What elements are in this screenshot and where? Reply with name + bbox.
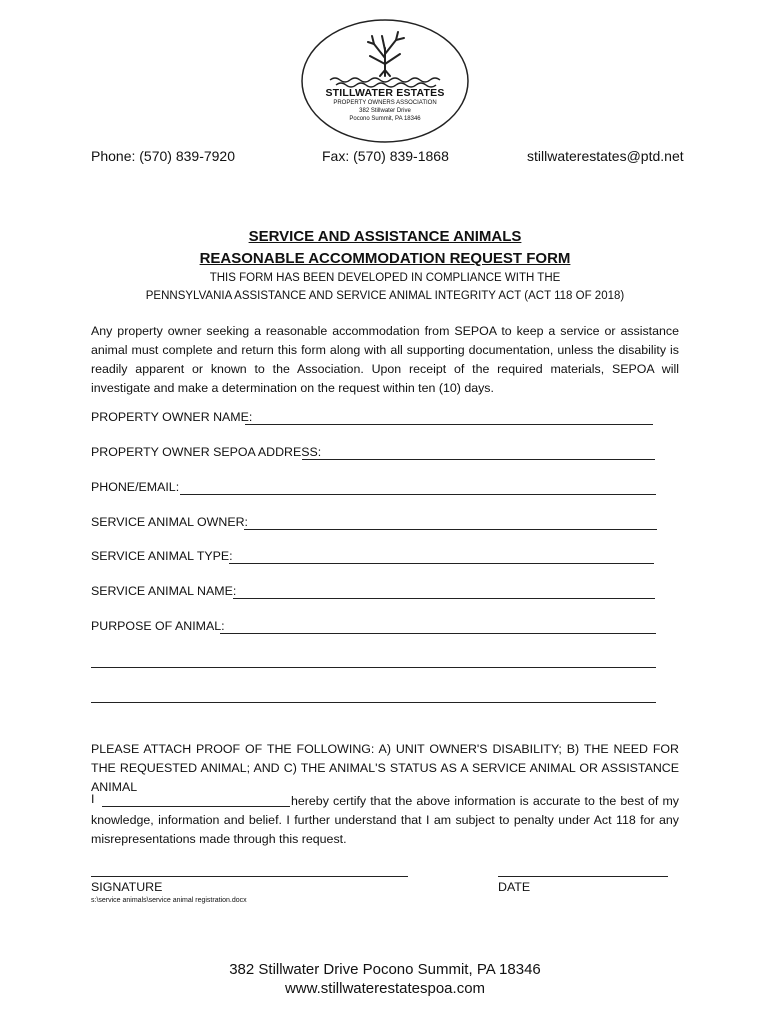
purpose-field-line3[interactable] <box>91 702 656 703</box>
logo-org: PROPERTY OWNERS ASSOCIATION <box>333 100 437 106</box>
purpose-label: PURPOSE OF ANIMAL: <box>91 619 225 633</box>
animal-type-label: SERVICE ANIMAL TYPE: <box>91 549 233 563</box>
date-label: DATE <box>498 880 531 894</box>
purpose-field-line2[interactable] <box>91 667 656 668</box>
association-logo <box>300 18 470 144</box>
form-title-line2: REASONABLE ACCOMMODATION REQUEST FORM <box>199 250 571 267</box>
compliance-line2: PENNSYLVANIA ASSISTANCE AND SERVICE ANIMAL INTEGRITY ACT (ACT 118 OF 2018) <box>145 290 625 302</box>
date-field[interactable] <box>498 876 668 877</box>
animal-name-label: SERVICE ANIMAL NAME: <box>91 584 237 598</box>
compliance-line1: THIS FORM HAS BEEN DEVELOPED IN COMPLIANCE WITH THE <box>209 272 561 284</box>
contact-phone: Phone: (570) 839-7920 <box>91 148 235 164</box>
owner-address-field[interactable] <box>302 459 655 460</box>
contact-email[interactable]: stillwaterestates@ptd.net <box>527 148 684 164</box>
logo-title: STILLWATER ESTATES <box>325 87 445 99</box>
tree-icon <box>368 32 404 76</box>
owner-name-field[interactable] <box>245 424 653 425</box>
phone-email-label: PHONE/EMAIL: <box>91 480 180 494</box>
logo-city: Pocono Summit, PA 18346 <box>349 116 421 122</box>
attach-proof-note: PLEASE ATTACH PROOF OF THE FOLLOWING: A) UNIT OWNER'S DISABILITY; B) THE NEED FOR THE REQUESTED ANIMAL; AND C) THE ANIMAL'S STATUS AS A SERVICE ANIMAL OR ASSISTANCE ANIMAL <box>91 742 679 794</box>
footer-address: 382 Stillwater Drive Pocono Summit, PA 18346 <box>229 961 541 978</box>
signature-label: SIGNATURE <box>91 880 163 894</box>
intro-paragraph: Any property owner seeking a reasonable accommodation from SEPOA to keep a service or assistance animal must complete and return this form along with all supporting documentation, unless the disability is readily apparent or known to the Association. Upon receipt of the required materials, SEPOA will investigate and make a determination on the request within ten (10) days. <box>91 324 679 395</box>
animal-type-field[interactable] <box>229 563 654 564</box>
logo-street: 382 Stillwater Drive <box>359 108 411 114</box>
phone-email-field[interactable] <box>180 494 656 495</box>
contact-fax: Fax: (570) 839-1868 <box>322 148 449 164</box>
certify-prefix: I <box>91 792 95 806</box>
owner-address-label: PROPERTY OWNER SEPOA ADDRESS: <box>91 445 322 459</box>
animal-name-field[interactable] <box>233 598 655 599</box>
form-title-line1: SERVICE AND ASSISTANCE ANIMALS <box>248 228 522 245</box>
signature-field[interactable] <box>91 876 408 877</box>
animal-owner-field[interactable] <box>244 529 657 530</box>
certification-text: hereby certify that the above information is accurate to the best of my knowledge, information and belief. I further understand that I am subject to penalty under Act 118 for any misrepresentations made through this request. <box>91 794 679 846</box>
file-path: s:\service animals\service animal registration.docx <box>91 897 247 904</box>
logo-oval <box>300 18 470 144</box>
owner-name-label: PROPERTY OWNER NAME: <box>91 410 253 424</box>
water-waves <box>330 78 440 87</box>
certifier-name-field[interactable] <box>102 806 290 807</box>
purpose-field[interactable] <box>220 633 656 634</box>
footer-website[interactable]: www.stillwaterestatespoa.com <box>284 980 486 997</box>
animal-owner-label: SERVICE ANIMAL OWNER: <box>91 515 248 529</box>
